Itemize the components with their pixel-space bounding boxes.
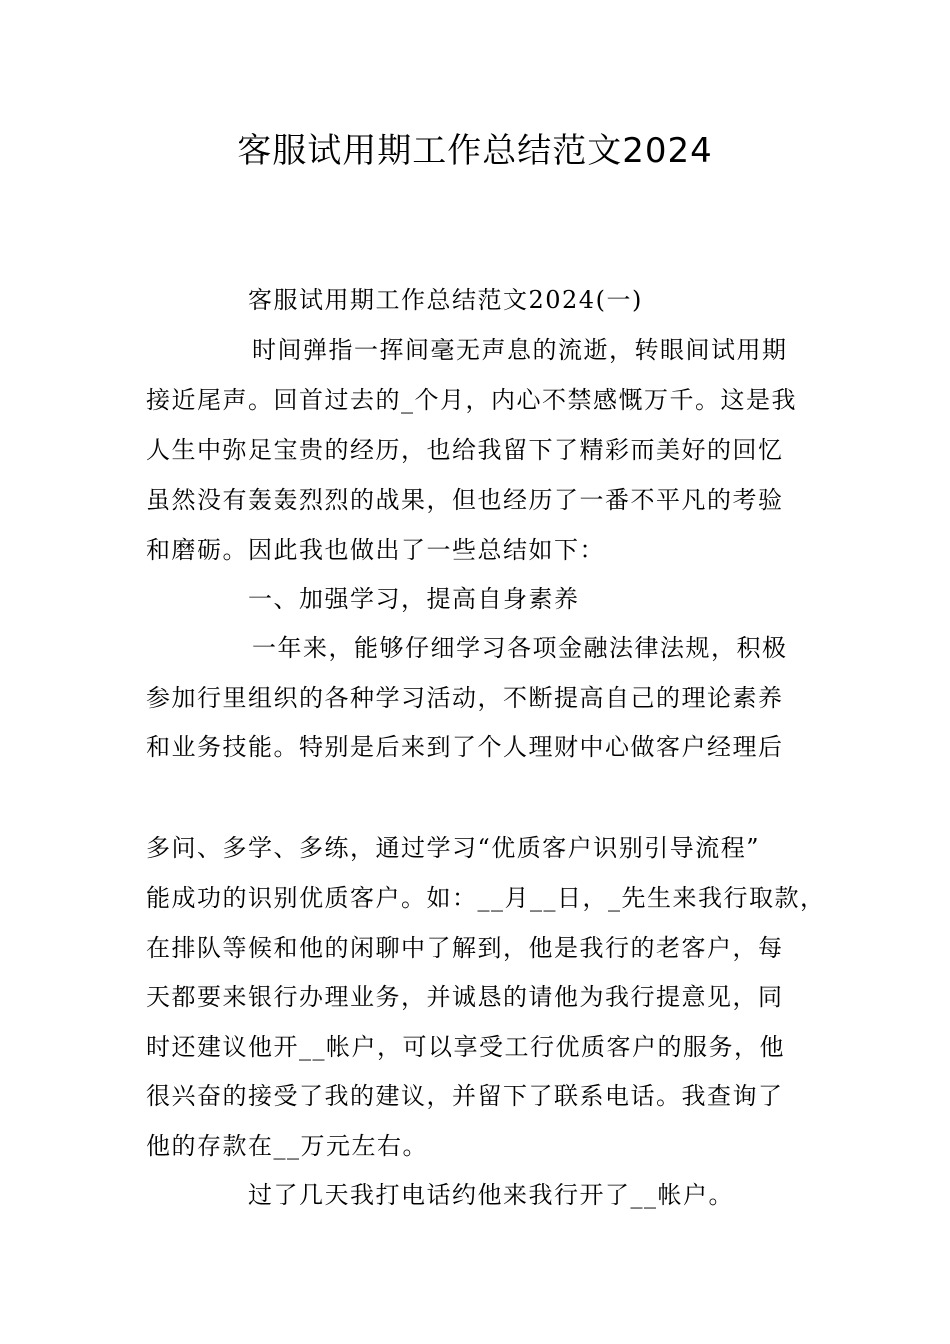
paragraph-line: 在排队等候和他的闲聊中了解到，他是我行的老客户，每 bbox=[146, 934, 784, 962]
paragraph-line: 虽然没有轰轰烈烈的战果，但也经历了一番不平凡的考验 bbox=[146, 486, 784, 514]
paragraph-line: 接近尾声。回首过去的_个月，内心不禁感慨万千。这是我 bbox=[146, 386, 797, 414]
subsection-heading: 一、加强学习，提高自身素养 bbox=[248, 585, 580, 613]
paragraph-line: 他的存款在__万元左右。 bbox=[146, 1132, 428, 1160]
section-heading: 客服试用期工作总结范文2024(一) bbox=[248, 286, 643, 314]
paragraph-line: 天都要来银行办理业务，并诚恳的请他为我行提意见，同 bbox=[146, 983, 784, 1011]
paragraph-line: 人生中弥足宝贵的经历，也给我留下了精彩而美好的回忆 bbox=[146, 436, 784, 464]
paragraph-line: 和磨砺。因此我也做出了一些总结如下： bbox=[146, 536, 605, 564]
paragraph-line: 时还建议他开__帐户，可以享受工行优质客户的服务，他 bbox=[146, 1033, 785, 1061]
paragraph-line: 很兴奋的接受了我的建议，并留下了联系电话。我查询了 bbox=[146, 1082, 784, 1110]
paragraph-line: 参加行里组织的各种学习活动，不断提高自己的理论素养 bbox=[146, 684, 784, 712]
paragraph-line: 一年来，能够仔细学习各项金融法律法规，积极 bbox=[252, 634, 788, 662]
paragraph-line: 多问、多学、多练，通过学习“优质客户识别引导流程” bbox=[146, 834, 761, 862]
paragraph-line: 过了几天我打电话约他来我行开了__帐户。 bbox=[248, 1181, 734, 1209]
paragraph-line: 能成功的识别优质客户。如：__月__日，_先生来我行取款， bbox=[146, 884, 826, 912]
document-title: 客服试用期工作总结范文2024 bbox=[237, 131, 713, 171]
paragraph-line: 时间弹指一挥间毫无声息的流逝，转眼间试用期 bbox=[252, 336, 788, 364]
paragraph-line: 和业务技能。特别是后来到了个人理财中心做客户经理后 bbox=[146, 733, 784, 761]
